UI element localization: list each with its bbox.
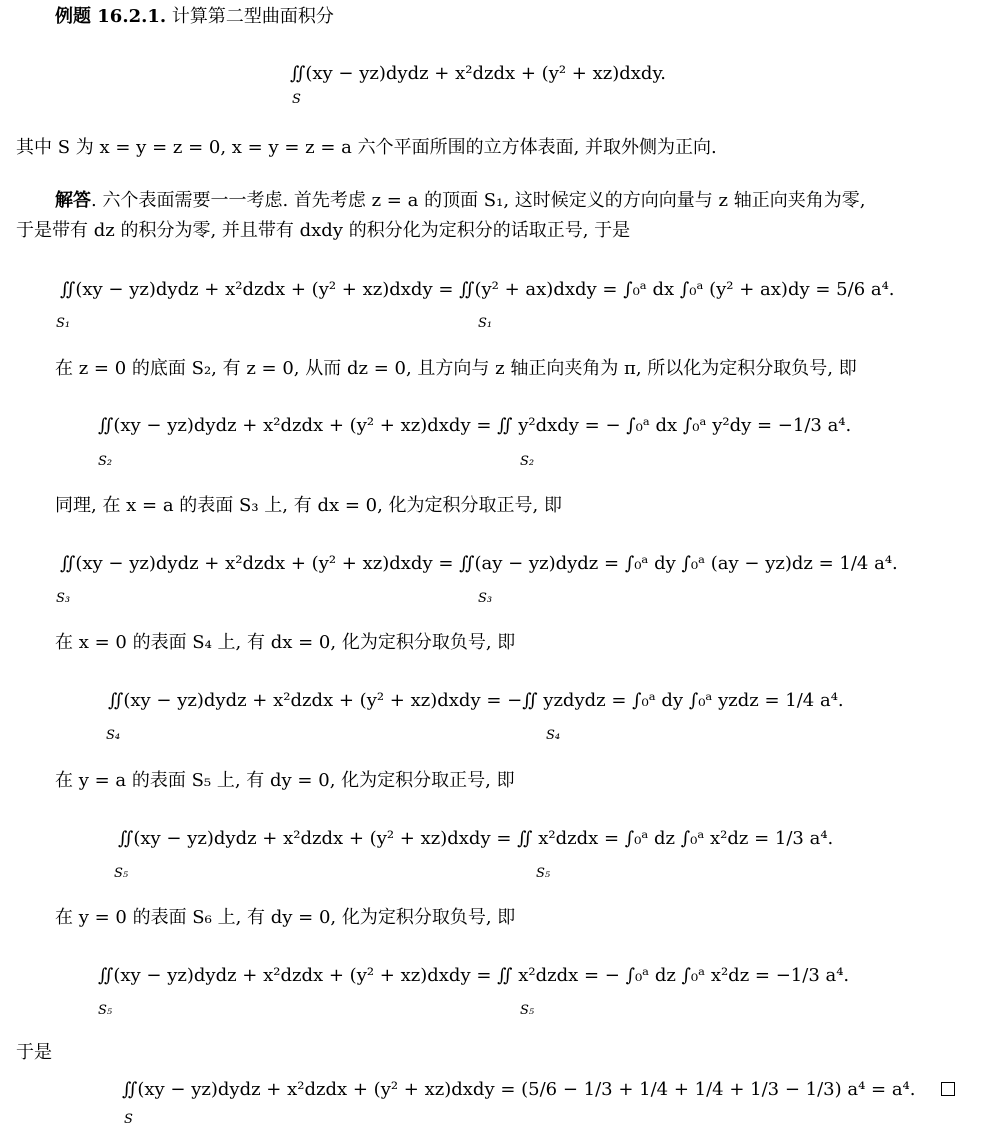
equation-6: ∬(xy − yz)dydz + x²dzdx + (y² + xz)dxdy = ∬ x²dzdx = − ∫₀ᵃ dz ∫₀ᵃ x²dz = −1/3 a⁴. — [98, 965, 850, 986]
equation-3: ∬(xy − yz)dydz + x²dzdx + (y² + xz)dxdy = ∬(ay − yz)dydz = ∫₀ᵃ dy ∫₀ᵃ (ay − yz)dz = 1/4 a⁴. — [60, 553, 898, 574]
example-label: 例题 16.2.1. — [55, 6, 167, 27]
example-title-text: 计算第二型曲面积分 — [171, 6, 334, 27]
example-title — [55, 6, 334, 28]
equation-3-sub-right: S₃ — [478, 591, 493, 606]
problem-text: 其中 S 为 x = y = z = 0, x = y = z = a 六个平面所围的立方体表面, 并取外侧为正向. — [16, 137, 717, 158]
equation-5-sub-right: S₅ — [536, 866, 551, 881]
solution-paragraph-3: 同理, 在 x = a 的表面 S₃ 上, 有 dx = 0, 化为定积分取正号, 即 — [55, 495, 562, 516]
solution-label: 解答 — [55, 190, 91, 211]
equation-6-sub-right: S₅ — [520, 1003, 535, 1018]
solution-paragraph-1a — [55, 190, 865, 212]
qed-square-icon — [941, 1082, 955, 1096]
equation-5: ∬(xy − yz)dydz + x²dzdx + (y² + xz)dxdy = ∬ x²dzdx = ∫₀ᵃ dz ∫₀ᵃ x²dz = 1/3 a⁴. — [118, 828, 834, 849]
solution-paragraph-1b: 于是带有 dz 的积分为零, 并且带有 dxdy 的积分化为定积分的话取正号, 于是 — [16, 220, 631, 241]
equation-3-sub-left: S₃ — [56, 591, 71, 606]
solution-paragraph-4: 在 x = 0 的表面 S₄ 上, 有 dx = 0, 化为定积分取负号, 即 — [55, 632, 516, 653]
solution-text-1a: . 六个表面需要一一考虑. 首先考虑 z = a 的顶面 S₁, 这时候定义的方向向量与 z 轴正向夹角为零, — [91, 190, 866, 211]
equation-1-sub-left: S₁ — [56, 316, 71, 331]
equation-2: ∬(xy − yz)dydz + x²dzdx + (y² + xz)dxdy = ∬ y²dxdy = − ∫₀ᵃ dx ∫₀ᵃ y²dy = −1/3 a⁴. — [98, 415, 852, 436]
equation-1: ∬(xy − yz)dydz + x²dzdx + (y² + xz)dxdy = ∬(y² + ax)dxdy = ∫₀ᵃ dx ∫₀ᵃ (y² + ax)dy = 5/6 a⁴. — [60, 279, 895, 300]
solution-paragraph-7: 于是 — [16, 1042, 52, 1063]
equation-2-sub-right: S₂ — [520, 454, 535, 469]
equation-4: ∬(xy − yz)dydz + x²dzdx + (y² + xz)dxdy = −∬ yzdydz = ∫₀ᵃ dy ∫₀ᵃ yzdz = 1/4 a⁴. — [108, 690, 844, 711]
solution-paragraph-6: 在 y = 0 的表面 S₆ 上, 有 dy = 0, 化为定积分取负号, 即 — [55, 907, 516, 928]
equation-1-sub-right: S₁ — [478, 316, 493, 331]
equation-4-sub-right: S₄ — [546, 728, 561, 743]
solution-paragraph-5: 在 y = a 的表面 S₅ 上, 有 dy = 0, 化为定积分取正号, 即 — [55, 770, 515, 791]
equation-2-sub-left: S₂ — [98, 454, 113, 469]
equation-7-sub: S — [124, 1112, 133, 1127]
main-integral: ∬(xy − yz)dydz + x²dzdx + (y² + xz)dxdy. — [290, 63, 666, 84]
equation-7: ∬(xy − yz)dydz + x²dzdx + (y² + xz)dxdy = (5/6 − 1/3 + 1/4 + 1/4 + 1/3 − 1/3) a⁴ = a⁴. — [122, 1079, 916, 1100]
equation-6-sub-left: S₅ — [98, 1003, 113, 1018]
equation-4-sub-left: S₄ — [106, 728, 121, 743]
equation-5-sub-left: S₅ — [114, 866, 129, 881]
main-integral-sub: S — [292, 92, 301, 107]
solution-paragraph-2: 在 z = 0 的底面 S₂, 有 z = 0, 从而 dz = 0, 且方向与 z 轴正向夹角为 π, 所以化为定积分取负号, 即 — [55, 358, 857, 379]
